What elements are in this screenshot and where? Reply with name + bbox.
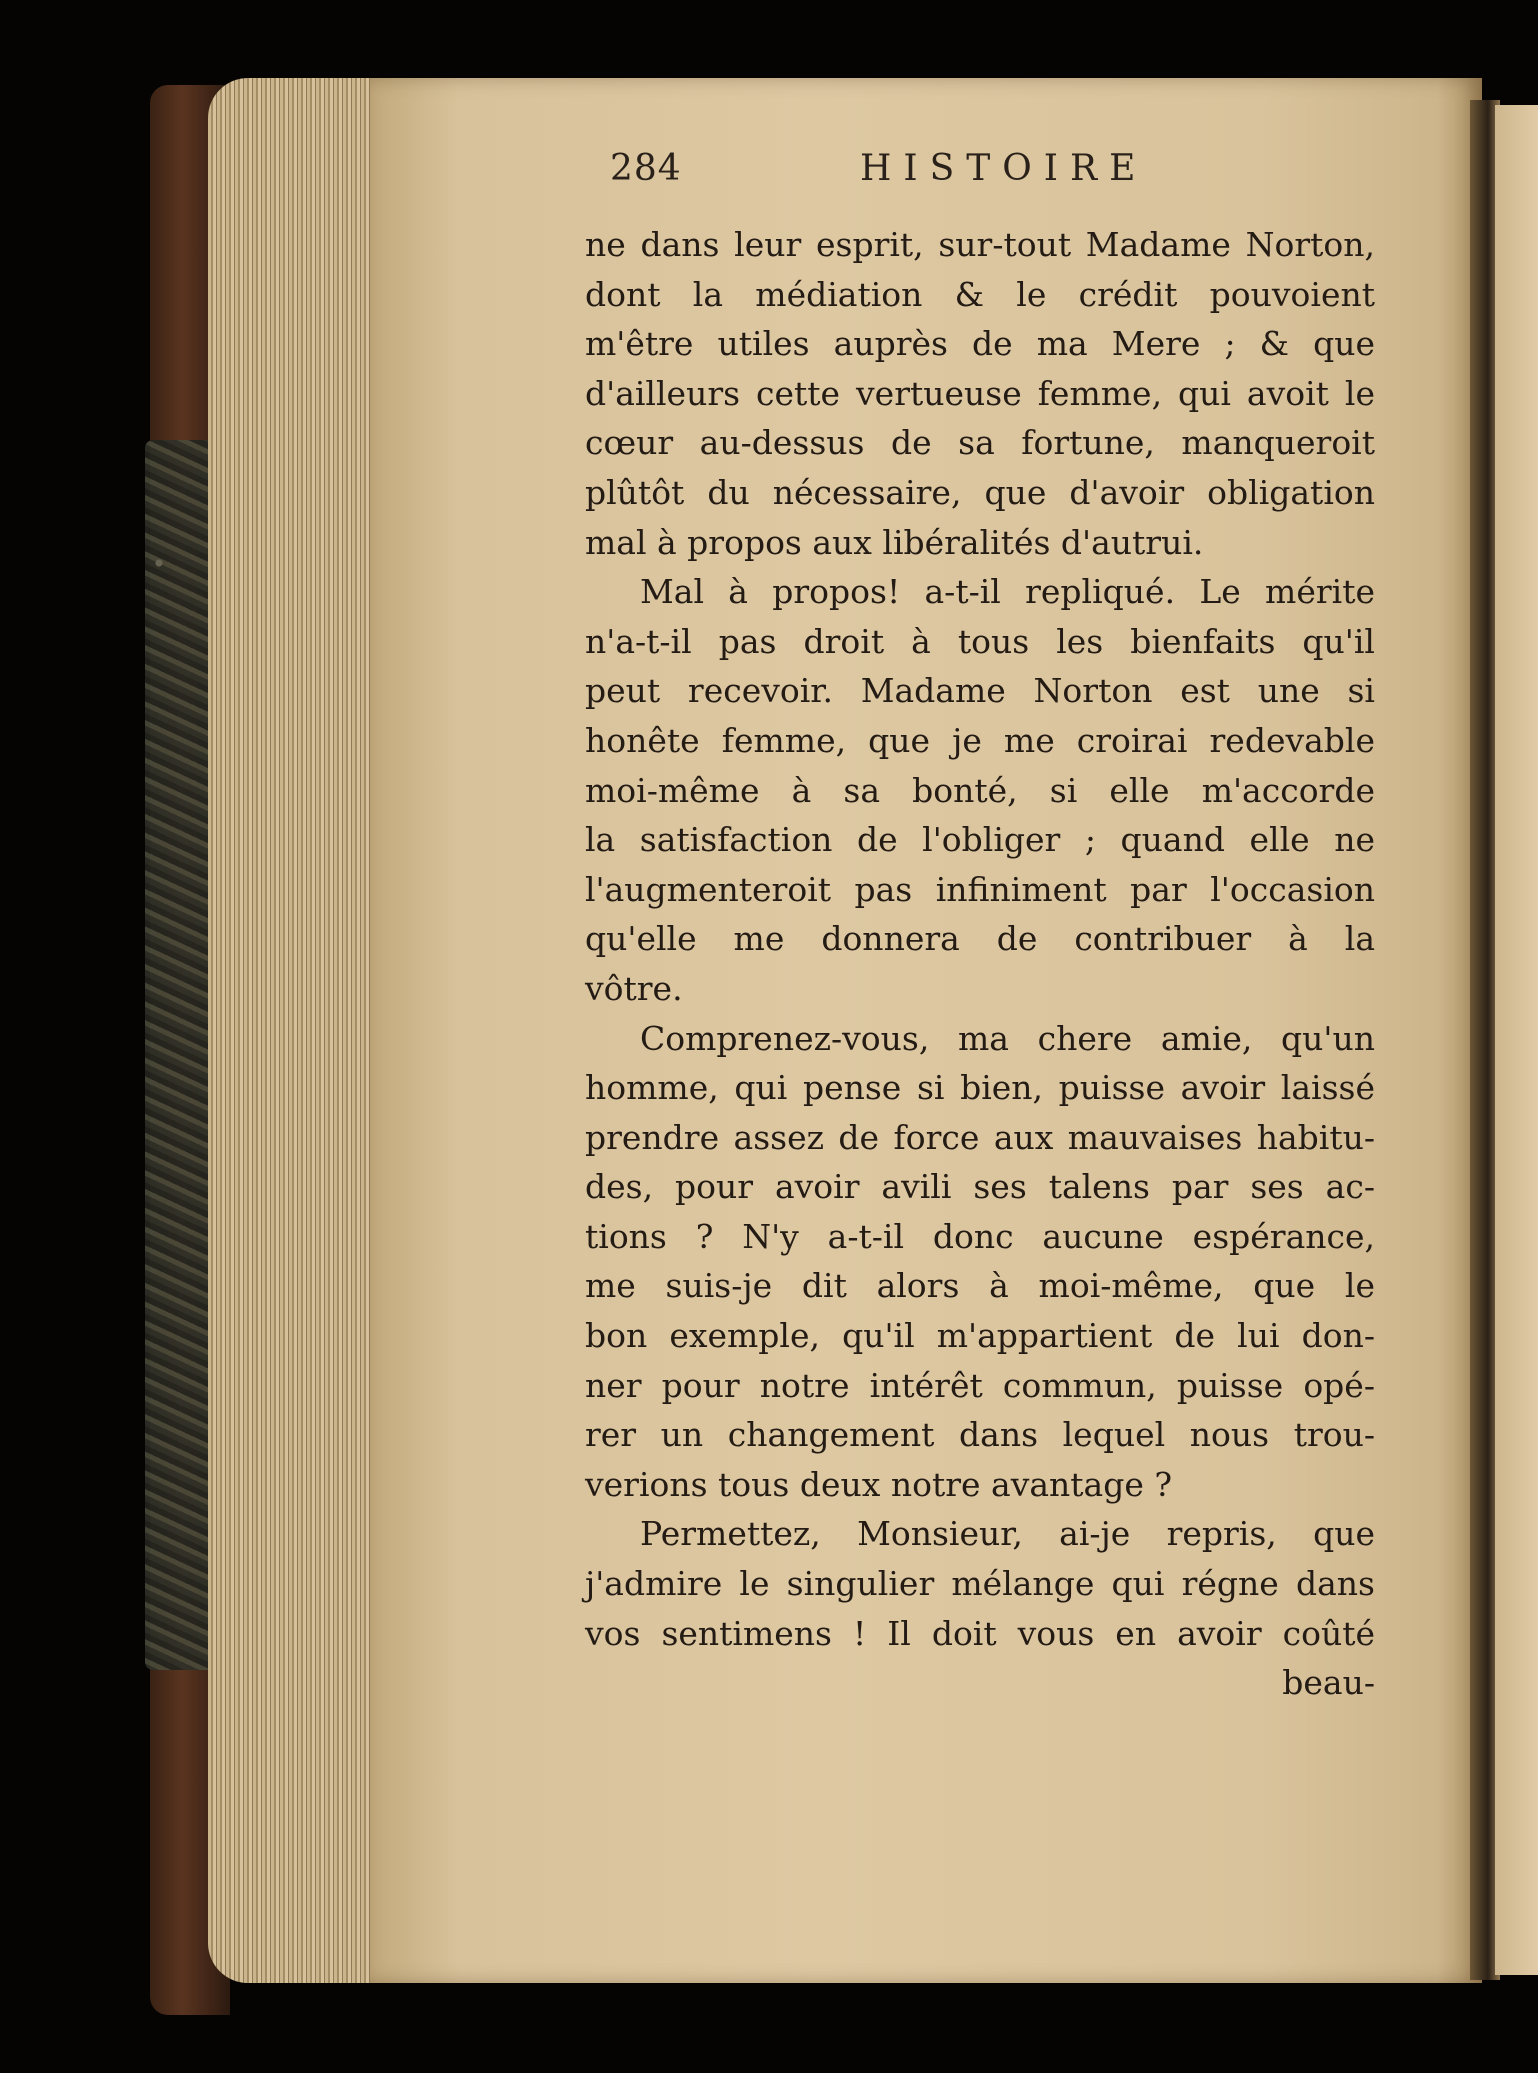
text-line: vos sentimens ! Il doit vous en avoir coûté — [585, 1613, 1375, 1653]
text-line: Permettez, Monsieur, ai-je repris, que — [640, 1514, 1375, 1554]
text-line: homme, qui pense si bien, puisse avoir laissé — [585, 1068, 1375, 1108]
text-line: cœur au-dessus de sa fortune, manqueroit — [585, 423, 1375, 463]
text-line: honête femme, que je me croirai redevable — [585, 720, 1375, 760]
text-line: m'être utiles auprès de ma Mere ; & que — [585, 324, 1375, 364]
text-line: n'a-t-il pas droit à tous les bienfaits qu'il — [585, 621, 1375, 661]
text-line: des, pour avoir avili ses talens par ses ac- — [585, 1167, 1375, 1207]
text-line: moi-même à sa bonté, si elle m'accorde — [585, 770, 1375, 810]
text-line: dont la médiation & le crédit pouvoient — [585, 274, 1375, 314]
text-line: j'admire le singulier mélange qui régne dans — [585, 1564, 1375, 1604]
text-line: d'ailleurs cette vertueuse femme, qui avoit le — [585, 373, 1375, 413]
facing-page-edge — [1495, 105, 1538, 1975]
page-number: 284 — [610, 148, 682, 189]
text-line: vôtre. — [585, 968, 683, 1008]
text-line: tions ? N'y a-t-il donc aucune espérance, — [585, 1216, 1375, 1256]
marbled-cover-board — [145, 440, 215, 1670]
text-line: me suis-je dit alors à moi-même, que le — [585, 1266, 1375, 1306]
text-line: l'augmenteroit pas infiniment par l'occasion — [585, 869, 1375, 909]
page-body-text — [585, 220, 1375, 1708]
text-line: ner pour notre intérêt commun, puisse opé- — [585, 1365, 1375, 1405]
text-line: ne dans leur esprit, sur-tout Madame Norton, — [585, 225, 1375, 264]
text-line: prendre assez de force aux mauvaises habitu- — [585, 1117, 1375, 1157]
page-header — [610, 148, 1240, 198]
text-line: bon exemple, qu'il m'appartient de lui don- — [585, 1316, 1375, 1356]
running-head: HISTOIRE — [860, 148, 1148, 189]
text-line: Comprenez-vous, ma chere amie, qu'un — [640, 1018, 1375, 1058]
catchword: beau- — [1282, 1663, 1375, 1703]
text-line: Mal à propos! a-t-il repliqué. Le mérite — [640, 572, 1375, 612]
text-line: mal à propos aux libéralités d'autrui. — [585, 522, 1204, 562]
text-line: verions tous deux notre avantage ? — [585, 1464, 1173, 1504]
text-line: qu'elle me donnera de contribuer à la — [585, 919, 1375, 959]
text-line: la satisfaction de l'obliger ; quand elle ne — [585, 820, 1375, 860]
text-line: peut recevoir. Madame Norton est une si — [585, 671, 1375, 711]
text-line: rer un changement dans lequel nous trou- — [585, 1415, 1375, 1455]
text-line: plûtôt du nécessaire, que d'avoir obligation — [585, 472, 1375, 512]
